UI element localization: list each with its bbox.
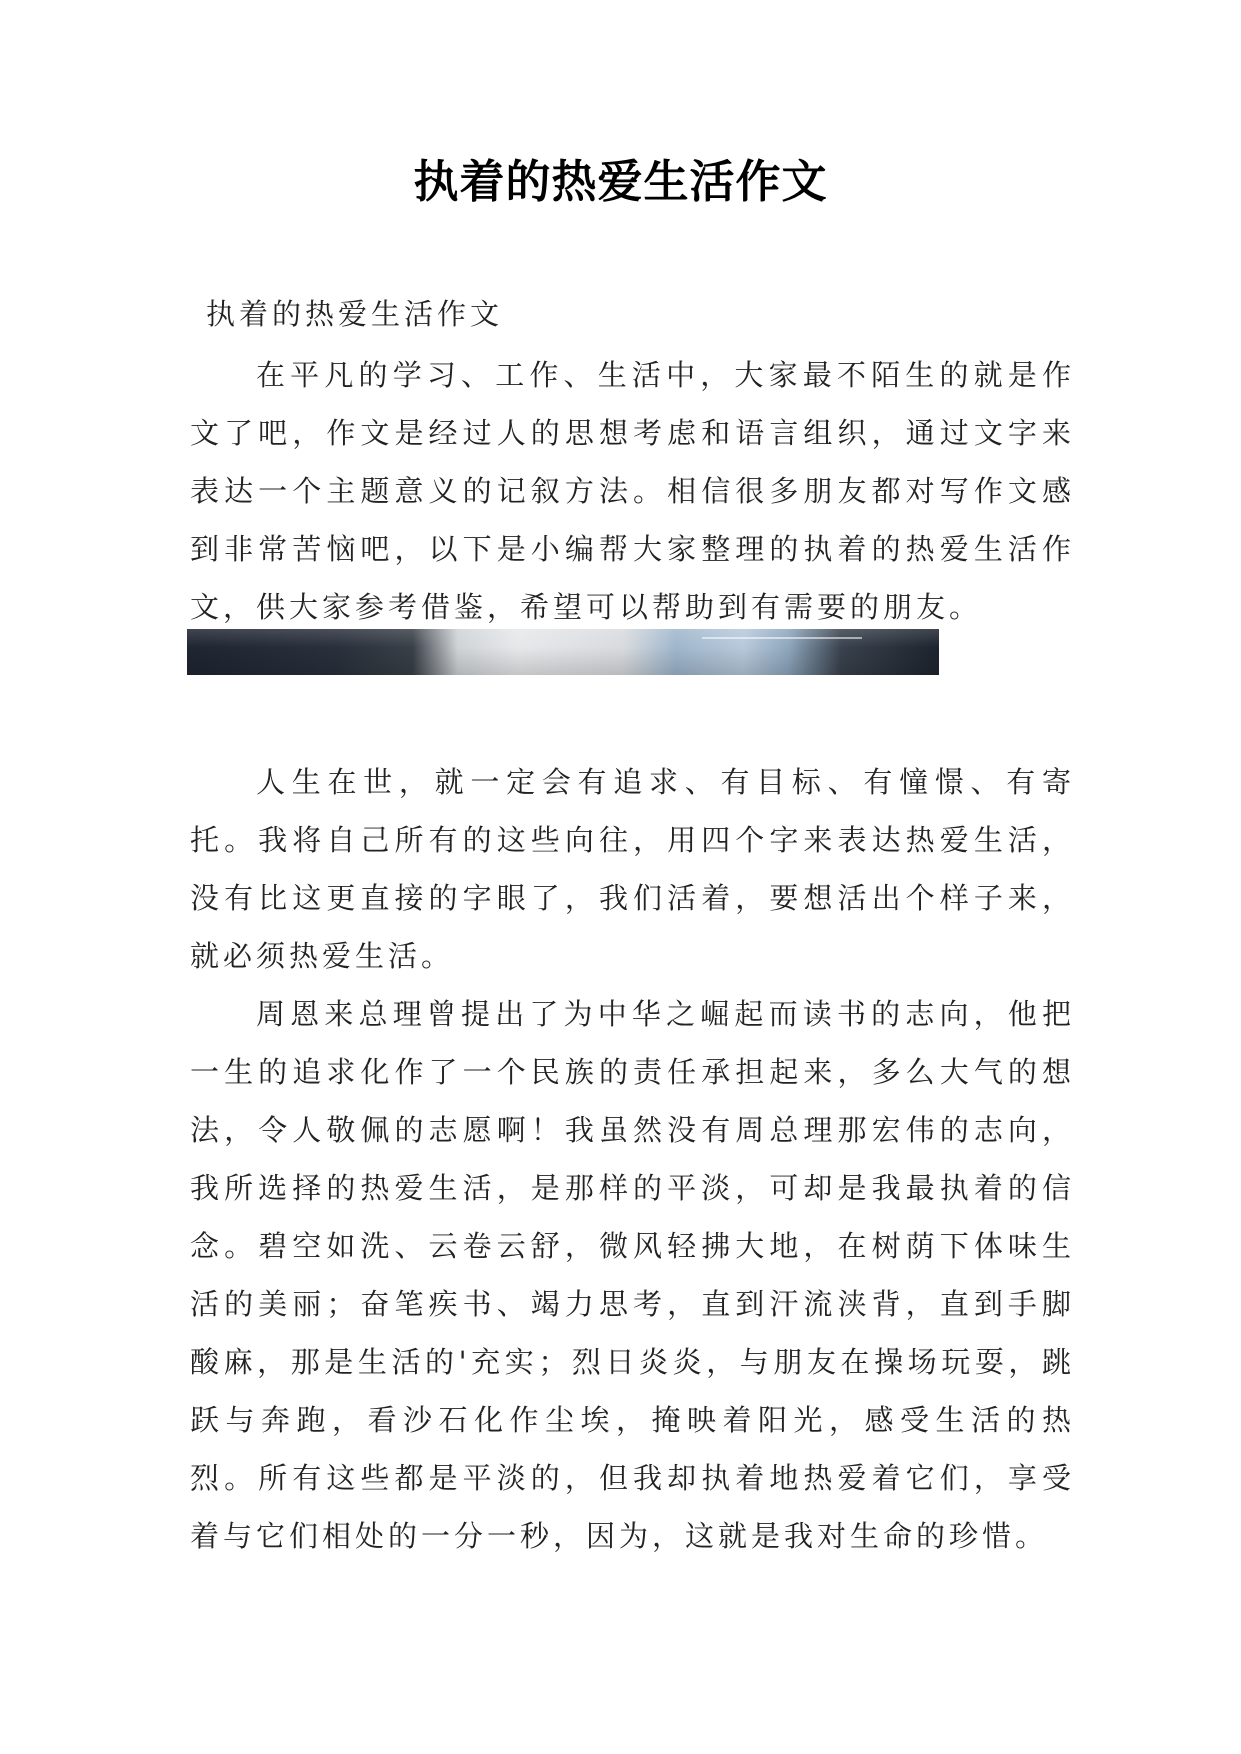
paragraph-life-pursuit: 人生在世，就一定会有追求、有目标、有憧憬、有寄托。我将自己所有的这些向往，用四个字来表达热爱生活，没有比这更直接的字眼了，我们活着，要想活出个样子来，就必须热爱生活。 xyxy=(190,765,1075,973)
paragraph-zhou-enlai: 周恩来总理曾提出了为中华之崛起而读书的志向，他把一生的追求化作了一个民族的责任承担起来，多么大气的想法，令人敬佩的志愿啊！我虽然没有周总理那宏伟的志向，我所选择的热爱生活，是那样的平淡，可却是我最执着的信念。碧空如洗、云卷云舒，微风轻拂大地，在树荫下体味生活的美丽；奋笔疾书、竭力思考，直到汗流浃背，直到手脚酸麻，那是生活的'充实；烈日炎炎，与朋友在操场玩耍，跳跃与奔跑，看沙石化作尘埃，掩映着阳光，感受生活的热烈。所有这些都是平淡的，但我却执着地热爱着它们，享受着与它们相处的一分一秒，因为，这就是我对生命的珍惜。 xyxy=(190,997,1075,1553)
photo-strip-image xyxy=(187,629,939,675)
document-subtitle: 执着的热爱生活作文 xyxy=(206,297,504,331)
photo-shading xyxy=(187,629,939,675)
paragraph-intro: 在平凡的学习、工作、生活中，大家最不陌生的就是作文了吧，作文是经过人的思想考虑和语言组织，通过文字来表达一个主题意义的记叙方法。相信很多朋友都对写作文感到非常苦恼吧，以下是小编帮大家整理的执着的热爱生活作文，供大家参考借鉴，希望可以帮助到有需要的朋友。 xyxy=(190,358,1075,624)
page-title: 执着的热爱生活作文 xyxy=(413,155,828,208)
photo-seam xyxy=(702,637,862,639)
